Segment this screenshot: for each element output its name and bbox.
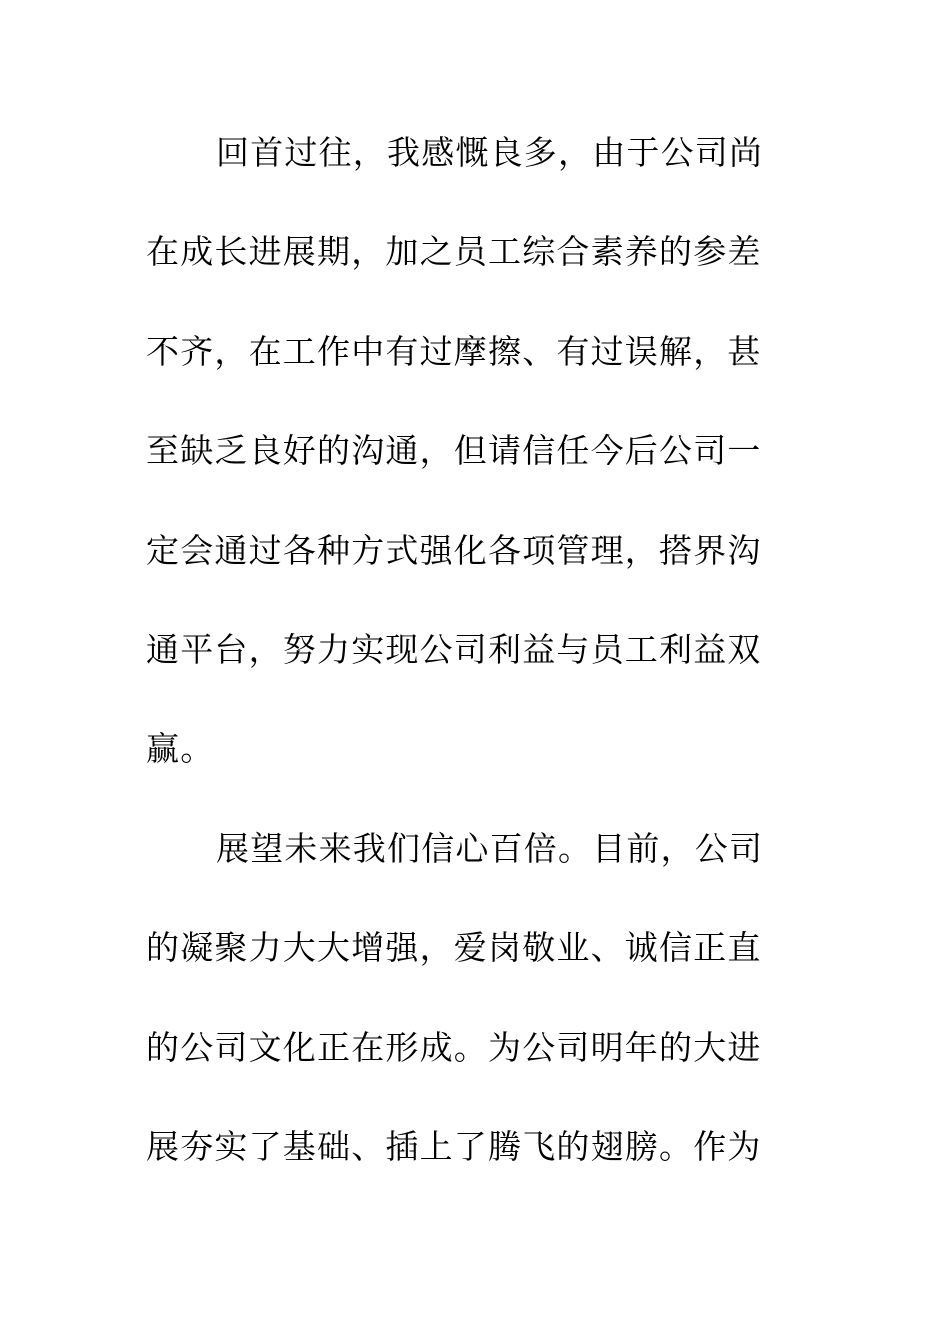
paragraph-2-line-4: 展夯实了基础、插上了腾飞的翅膀。作为 xyxy=(146,1126,762,1166)
paragraph-1-line-6: 通平台，努力实现公司利益与员工利益双 xyxy=(146,629,762,669)
body-text xyxy=(146,128,778,1221)
paragraph-1-line-4: 至缺乏良好的沟通，但请信任今后公司一 xyxy=(146,431,762,471)
paragraph-1-line-1: 回首过往，我感慨良多，由于公司尚 xyxy=(216,133,764,172)
paragraph-1-line-7: 赢。 xyxy=(146,729,215,769)
paragraph-2-line-1: 展望未来我们信心百倍。目前，公司 xyxy=(216,828,764,868)
paragraph-2-line-3: 的公司文化正在形成。为公司明年的大进 xyxy=(146,1027,762,1067)
paragraph-2-line-2: 的凝聚力大大增强，爱岗敬业、诚信正直 xyxy=(146,928,762,968)
paragraph-1-line-5: 定会通过各种方式强化各项管理，搭界沟 xyxy=(146,530,762,570)
paragraph-1-line-2: 在成长进展期，加之员工综合素养的参差 xyxy=(146,232,762,272)
paragraph-1-line-3: 不齐，在工作中有过摩擦、有过误解，甚 xyxy=(146,331,762,371)
